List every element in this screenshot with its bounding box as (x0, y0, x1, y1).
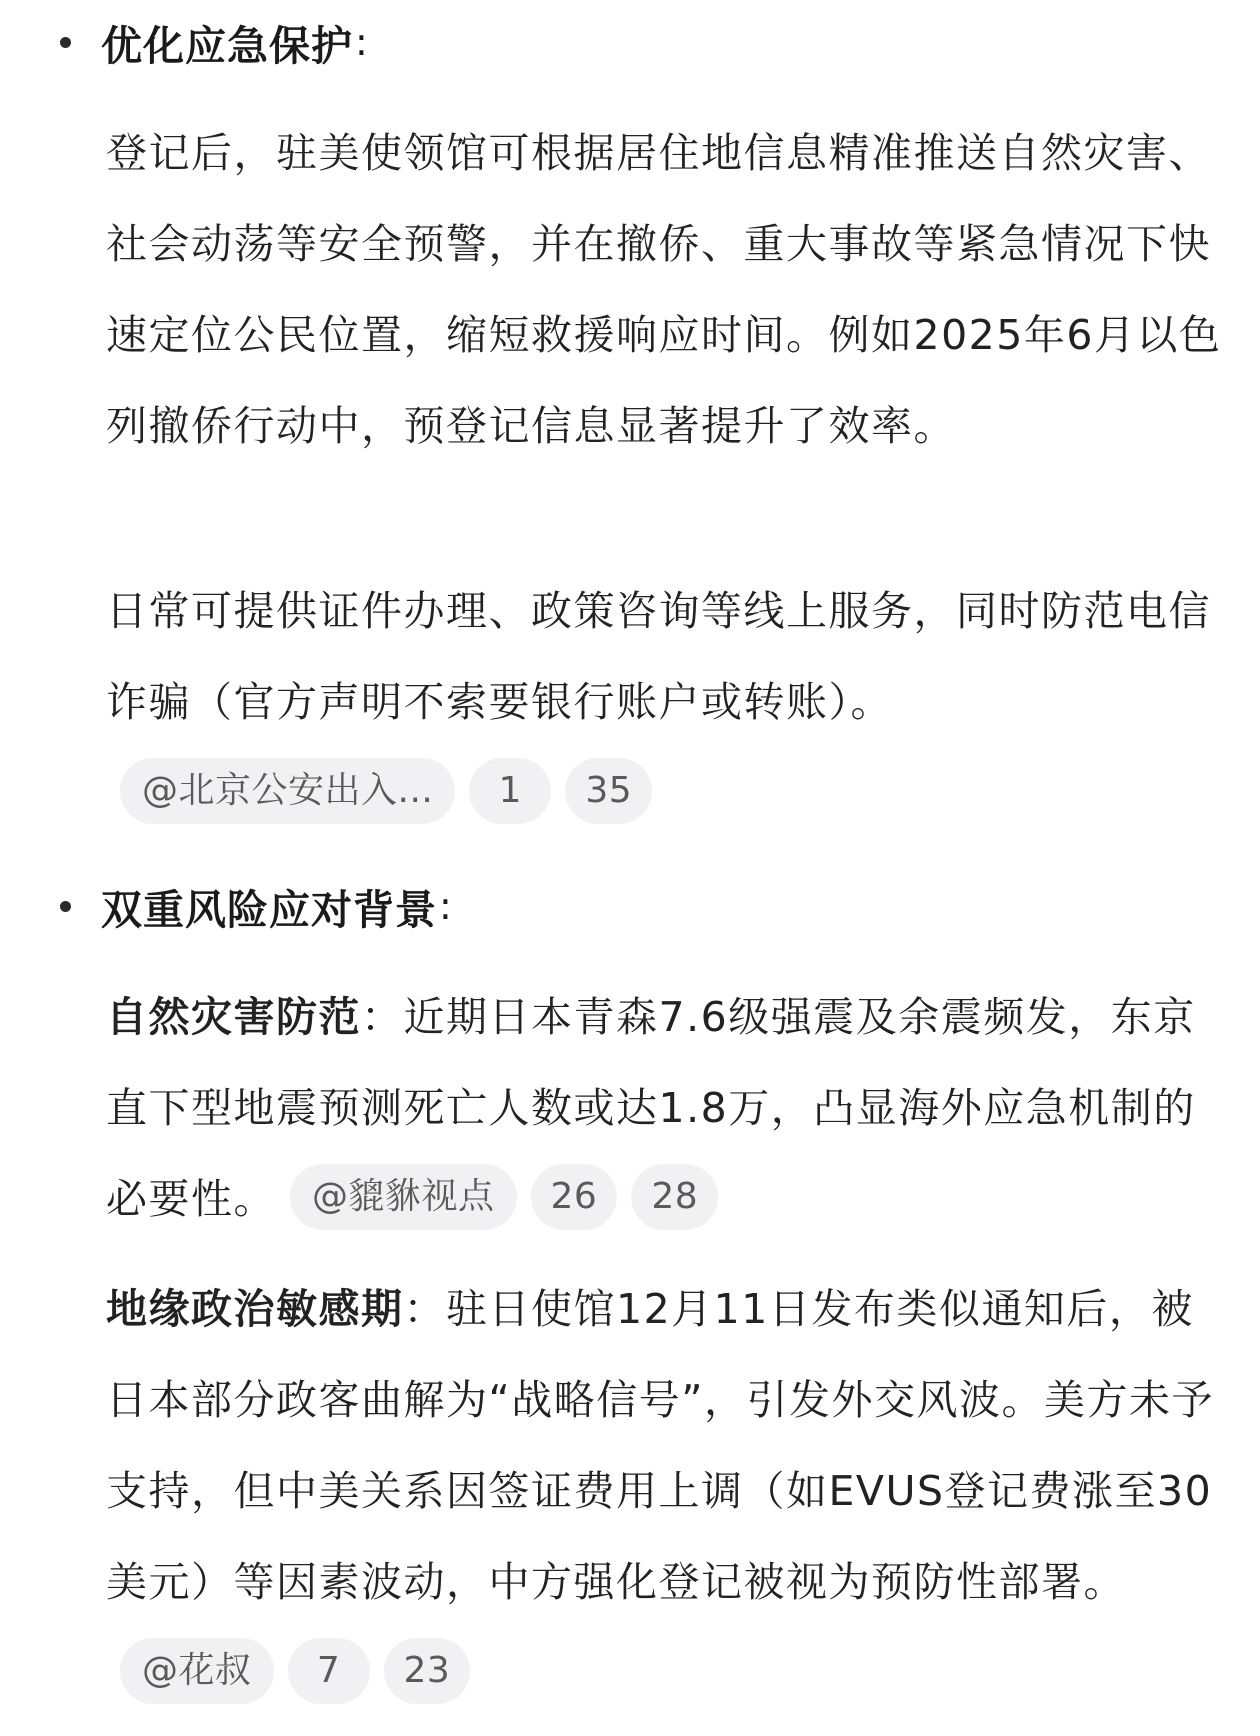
bullet-icon (60, 37, 71, 48)
citation-chip[interactable]: 26 (531, 1164, 618, 1230)
source-chip[interactable]: @貔貅视点 (290, 1164, 517, 1230)
section-heading-risk (60, 878, 452, 934)
paragraph (106, 972, 1226, 1245)
source-chip[interactable]: @花叔 (120, 1638, 274, 1704)
section-title: 双重风险应对背景 (101, 885, 437, 934)
citation-chip[interactable]: 28 (631, 1164, 718, 1230)
citation-chip[interactable]: 1 (469, 758, 551, 824)
paragraph (106, 108, 1226, 472)
paragraph-text: 登记后，驻美使领馆可根据居住地信息精准推送自然灾害、社会动荡等安全预警，并在撤侨、重大事故等紧急情况下快速定位公民位置，缩短救援响应时间。例如2025年6月以色列撤侨行动中，预登记信息显著提升了效率。 (106, 129, 1222, 450)
paragraph (106, 566, 1226, 839)
citation-chip[interactable]: 23 (384, 1638, 471, 1704)
bullet-icon (60, 901, 71, 912)
paragraph-text: ：驻日使馆12月11日发布类似通知后，被日本部分政客曲解为“战略信号”，引发外交风波。美方未予支持，但中美关系因签证费用上调（如EVUS登记费涨至30美元）等因素波动，中方强化登记被视为预防性部署。 (106, 1285, 1214, 1606)
item-lead: 自然灾害防范 (106, 993, 361, 1041)
paragraph (106, 1264, 1226, 1719)
section-title: 优化应急保护 (101, 21, 353, 70)
section-colon: : (439, 884, 452, 928)
paragraph-text: ：近期日本青森7.6级强震及余震频发，东京直下型地震预测死亡人数或达1.8万，凸显海外应急机制的必要性。 (106, 993, 1196, 1223)
section-heading-emergency (60, 14, 368, 70)
citation-chip[interactable]: 7 (288, 1638, 370, 1704)
paragraph-text: 日常可提供证件办理、政策咨询等线上服务，同时防范电信诈骗（官方声明不索要银行账户或转账）。 (106, 587, 1211, 726)
citation-chip[interactable]: 35 (565, 758, 652, 824)
source-chip[interactable]: @北京公安出入... (120, 758, 455, 824)
section-colon: : (355, 20, 368, 64)
item-lead: 地缘政治敏感期 (106, 1285, 404, 1333)
